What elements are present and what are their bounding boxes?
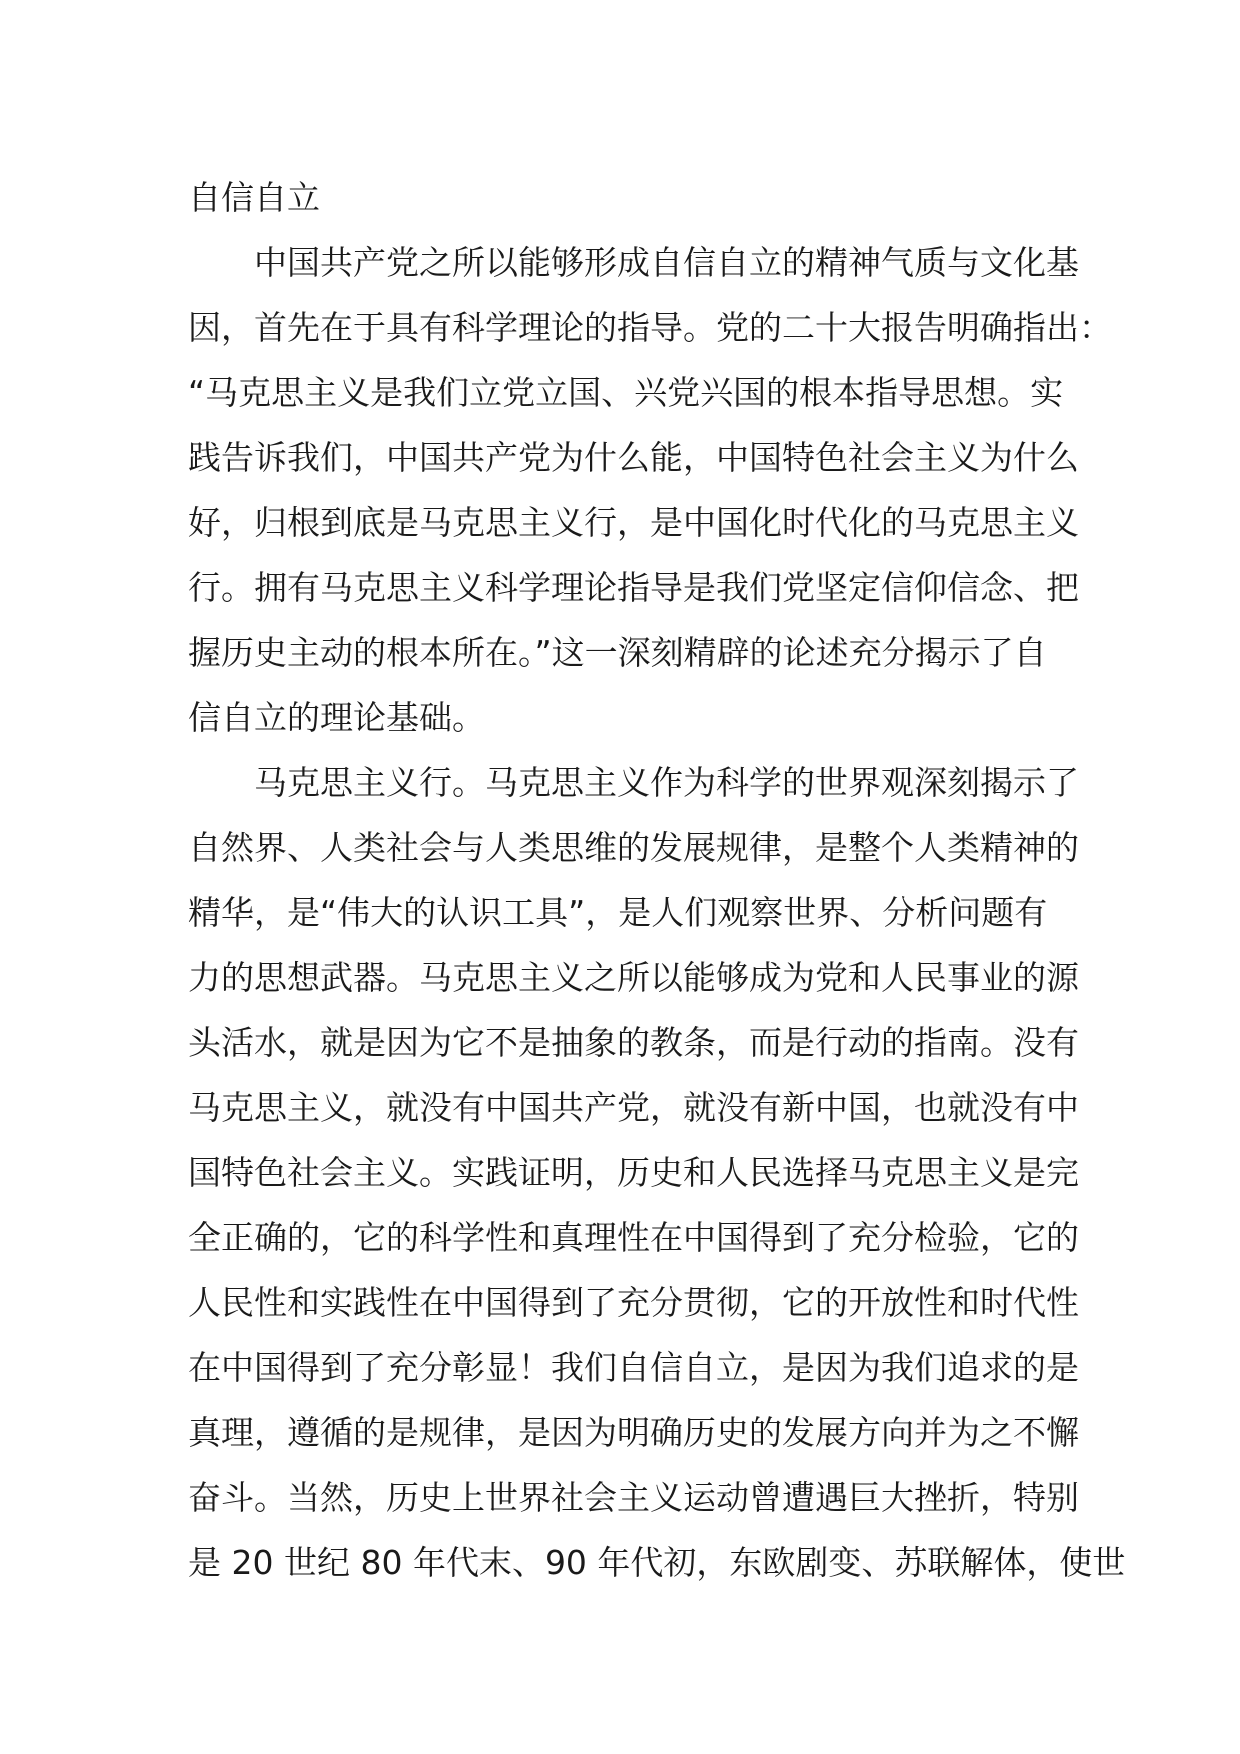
text-line: 践告诉我们，中国共产党为什么能，中国特色社会主义为什么 (188, 438, 1079, 477)
text-line: 中国共产党之所以能够形成自信自立的精神气质与文化基 (254, 243, 1079, 282)
body-text (188, 165, 1126, 1595)
text-line: 好，归根到底是马克思主义行，是中国化时代化的马克思主义 (188, 503, 1079, 542)
text-line: 马克思主义，就没有中国共产党，就没有新中国，也就没有中 (188, 1088, 1079, 1127)
text-line: 力的思想武器。马克思主义之所以能够成为党和人民事业的源 (188, 958, 1079, 997)
text-line: 人民性和实践性在中国得到了充分贯彻，它的开放性和时代性 (188, 1283, 1079, 1322)
text-line: 握历史主动的根本所在。”这一深刻精辟的论述充分揭示了自 (188, 633, 1047, 672)
text-line: 是 20 世纪 80 年代末、90 年代初，东欧剧变、苏联解体，使世 (188, 1543, 1126, 1582)
text-line: 信自立的理论基础。 (188, 698, 485, 737)
text-line: 头活水，就是因为它不是抽象的教条，而是行动的指南。没有 (188, 1023, 1079, 1062)
text-line: 国特色社会主义。实践证明，历史和人民选择马克思主义是完 (188, 1153, 1079, 1192)
text-line: 真理，遵循的是规律，是因为明确历史的发展方向并为之不懈 (188, 1413, 1079, 1452)
text-line: 自然界、人类社会与人类思维的发展规律，是整个人类精神的 (188, 828, 1079, 867)
text-line: 奋斗。当然，历史上世界社会主义运动曾遭遇巨大挫折，特别 (188, 1478, 1079, 1517)
text-line: 行。拥有马克思主义科学理论指导是我们党坚定信仰信念、把 (188, 568, 1079, 607)
text-line: 因，首先在于具有科学理论的指导。党的二十大报告明确指出： (188, 308, 1112, 347)
text-line: 精华，是“伟大的认识工具”，是人们观察世界、分析问题有 (188, 893, 1048, 932)
text-line: “马克思主义是我们立党立国、兴党兴国的根本指导思想。实 (188, 373, 1064, 412)
text-line: 马克思主义行。马克思主义作为科学的世界观深刻揭示了 (254, 763, 1079, 802)
text-line: 在中国得到了充分彰显！我们自信自立，是因为我们追求的是 (188, 1348, 1079, 1387)
text-line: 自信自立 (188, 178, 320, 217)
text-line: 全正确的，它的科学性和真理性在中国得到了充分检验，它的 (188, 1218, 1079, 1257)
